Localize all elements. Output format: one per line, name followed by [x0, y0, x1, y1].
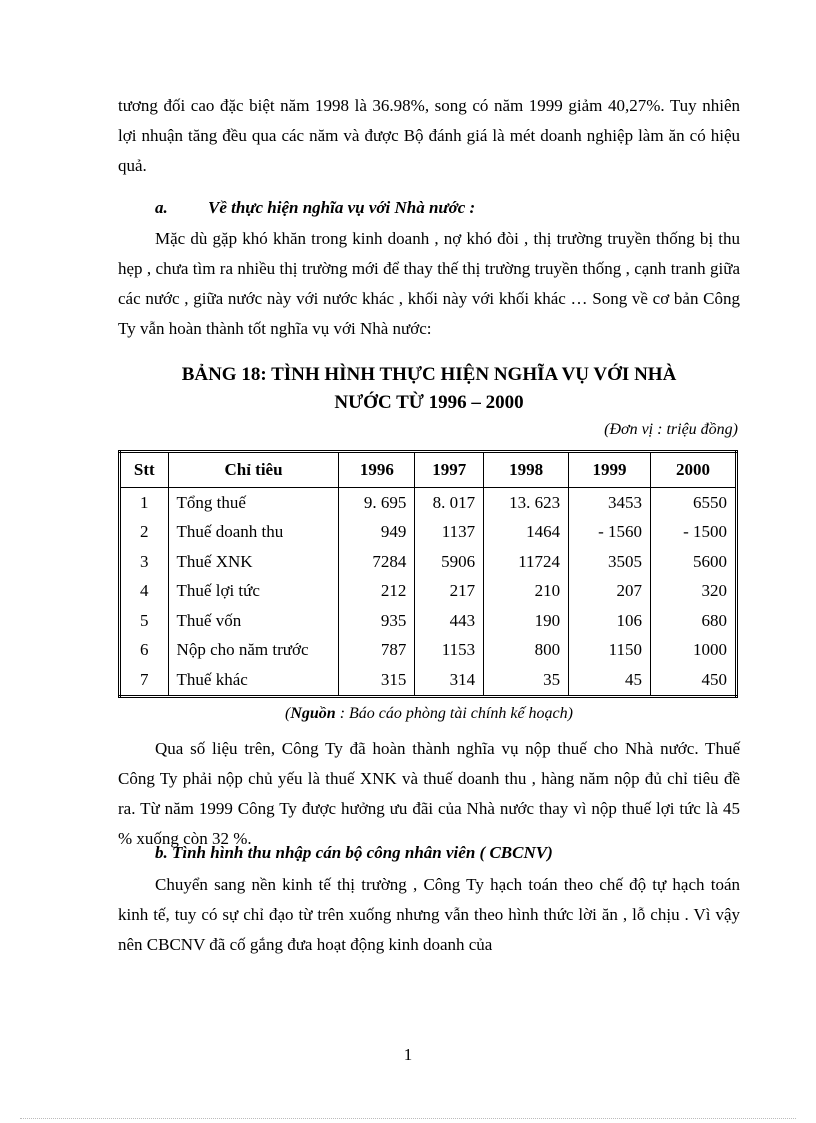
- cell-1997: 443: [415, 606, 484, 636]
- header-indicator: Chỉ tiêu: [168, 452, 339, 488]
- cell-1998: 35: [484, 665, 569, 696]
- cell-1997: 217: [415, 577, 484, 607]
- header-2000: 2000: [650, 452, 736, 488]
- cell-stt: 3: [120, 547, 169, 577]
- header-1999: 1999: [569, 452, 651, 488]
- section-a-heading: [155, 198, 475, 218]
- table-row: [120, 547, 737, 577]
- source-text: : Báo cáo phòng tài chính kế hoạch): [339, 705, 573, 722]
- cell-1998: 190: [484, 606, 569, 636]
- cell-indicator: Thuế doanh thu: [168, 518, 339, 548]
- cell-stt: 5: [120, 606, 169, 636]
- cell-1998: 210: [484, 577, 569, 607]
- tax-obligation-table: [118, 450, 738, 698]
- cell-1996: 949: [339, 518, 415, 548]
- cell-1999: 1150: [569, 636, 651, 666]
- intro-paragraph: tương đối cao đặc biệt năm 1998 là 36.98%, song có năm 1999 giảm 40,27%. Tuy nhiên lợi nhuận tăng đều qua các năm và được Bộ đánh giá là mét doanh nghiệp làm ăn có hiệu quả.: [118, 96, 740, 175]
- cell-1998: 1464: [484, 518, 569, 548]
- cell-2000: 1000: [650, 636, 736, 666]
- cell-indicator: Thuế khác: [168, 665, 339, 696]
- cell-1997: 1137: [415, 518, 484, 548]
- cell-stt: 2: [120, 518, 169, 548]
- table-row: [120, 577, 737, 607]
- cell-2000: 450: [650, 665, 736, 696]
- header-1996: 1996: [339, 452, 415, 488]
- table-row: [120, 606, 737, 636]
- cell-indicator: Tổng thuế: [168, 488, 339, 518]
- page-bottom-rule: [20, 1118, 796, 1119]
- cell-1996: 315: [339, 665, 415, 696]
- cell-1999: 3453: [569, 488, 651, 518]
- cell-1999: 45: [569, 665, 651, 696]
- source-label: Nguồn: [290, 705, 336, 722]
- cell-1996: 9. 695: [339, 488, 415, 518]
- section-a-paragraph: Mặc dù gặp khó khăn trong kinh doanh , nợ khó đòi , thị trường truyền thống bị thu hẹp , chưa tìm ra nhiều thị trường mới để thay thế thị trường truyền thống , cạnh tranh giữa các nước , giữa nước này với nước khác , khối này với khối khác … Song về cơ bản Công Ty vẫn hoàn thành tốt nghĩa vụ với Nhà nước:: [118, 229, 740, 338]
- cell-1997: 314: [415, 665, 484, 696]
- table-source: (Nguồn : Báo cáo phòng tài chính kế hoạch): [285, 705, 573, 722]
- cell-indicator: Thuế lợi tức: [168, 577, 339, 607]
- cell-2000: 6550: [650, 488, 736, 518]
- table-row: [120, 636, 737, 666]
- cell-1997: 1153: [415, 636, 484, 666]
- cell-stt: 1: [120, 488, 169, 518]
- cell-2000: - 1500: [650, 518, 736, 548]
- cell-1997: 5906: [415, 547, 484, 577]
- table-row: [120, 488, 737, 518]
- cell-1999: 106: [569, 606, 651, 636]
- cell-2000: 320: [650, 577, 736, 607]
- cell-1996: 935: [339, 606, 415, 636]
- table-unit: (Đơn vị : triệu đồng): [604, 421, 738, 438]
- cell-indicator: Thuế vốn: [168, 606, 339, 636]
- section-a-title: Về thực hiện nghĩa vụ với Nhà nước :: [208, 198, 476, 217]
- cell-1998: 11724: [484, 547, 569, 577]
- section-b-heading: b. Tình hình thu nhập cán bộ công nhân viên ( CBCNV): [155, 843, 553, 862]
- cell-stt: 6: [120, 636, 169, 666]
- cell-stt: 7: [120, 665, 169, 696]
- cell-1999: 3505: [569, 547, 651, 577]
- cell-1999: 207: [569, 577, 651, 607]
- header-1997: 1997: [415, 452, 484, 488]
- cell-2000: 5600: [650, 547, 736, 577]
- cell-1999: - 1560: [569, 518, 651, 548]
- section-a-marker: a.: [155, 198, 168, 217]
- header-1998: 1998: [484, 452, 569, 488]
- table-row: [120, 665, 737, 696]
- cell-stt: 4: [120, 577, 169, 607]
- page-number: 1: [403, 1045, 413, 1064]
- cell-indicator: Nộp cho năm trước: [168, 636, 339, 666]
- cell-1997: 8. 017: [415, 488, 484, 518]
- cell-1996: 212: [339, 577, 415, 607]
- cell-1996: 7284: [339, 547, 415, 577]
- section-b-paragraph: Chuyển sang nền kinh tế thị trường , Công Ty hạch toán theo chế độ tự hạch toán kinh tế, tuy có sự chỉ đạo từ trên xuống nhưng vẫn theo hình thức lời ăn , lỗ chịu . Vì vậy nên CBCNV đã cố gắng đưa hoạt động kinh doanh của: [118, 875, 740, 954]
- cell-1996: 787: [339, 636, 415, 666]
- cell-1998: 800: [484, 636, 569, 666]
- table-row: [120, 518, 737, 548]
- table-header-row: [120, 452, 737, 488]
- cell-indicator: Thuế XNK: [168, 547, 339, 577]
- table-title-line1: BẢNG 18: TÌNH HÌNH THỰC HIỆN NGHĨA VỤ VỚI NHÀ: [181, 364, 677, 385]
- after-table-paragraph: Qua số liệu trên, Công Ty đã hoàn thành nghĩa vụ nộp thuế cho Nhà nước. Thuế Công Ty phải nộp chủ yếu là thuế XNK và thuế doanh thu , hàng năm nộp đủ chỉ tiêu đề ra. Từ năm 1999 Công Ty được hưởng ưu đãi của Nhà nước thay vì nộp thuế lợi tức là 45 % xuống còn 32 %.: [118, 739, 740, 848]
- cell-2000: 680: [650, 606, 736, 636]
- header-stt: Stt: [120, 452, 169, 488]
- cell-1998: 13. 623: [484, 488, 569, 518]
- table-title-line2: NƯỚC TỪ 1996 – 2000: [334, 392, 524, 413]
